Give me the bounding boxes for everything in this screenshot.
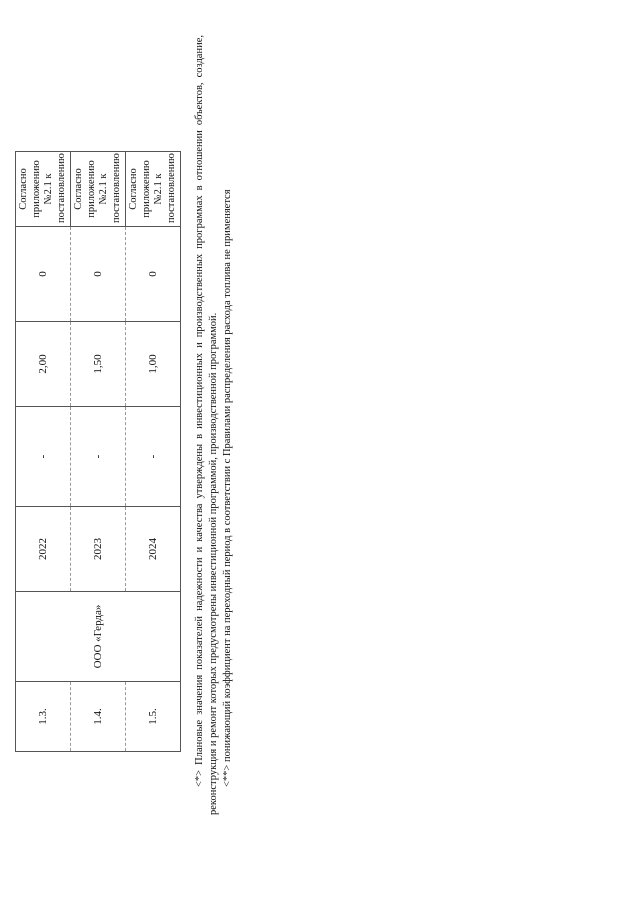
row-number: 1.3. [16, 682, 71, 752]
table-row [16, 152, 71, 752]
footnotes [193, 35, 235, 815]
value-cell: 1,50 [71, 322, 126, 407]
value-cell: 2,00 [16, 322, 71, 407]
organization-name: ООО «Герда» [16, 592, 181, 682]
footnote-2: <**> понижающий коэффициент на переходный период в соответствии с Правилами распределения расхода топлива не применяется [222, 189, 233, 787]
value-cell: - [71, 407, 126, 507]
value-cell: 0 [71, 227, 126, 322]
basis-cell: Согласно приложению №2.1 к постановлению [16, 152, 71, 227]
value-cell: - [16, 407, 71, 507]
year-cell: 2023 [71, 507, 126, 592]
value-cell: - [126, 407, 181, 507]
footnote-1: <*> Плановые значения показателей надежности и качества утверждены в инвестиционных и производственных программах в отношении объектов, создание, реконструкция и ремонт которых предусмотрены инвестиционной программой, производственной программой. [194, 35, 219, 815]
basis-cell: Согласно приложению №2.1 к постановлению [71, 152, 126, 227]
year-cell: 2022 [16, 507, 71, 592]
value-cell: 0 [16, 227, 71, 322]
indicators-table [15, 151, 181, 752]
year-cell: 2024 [126, 507, 181, 592]
row-number: 1.5. [126, 682, 181, 752]
row-number: 1.4. [71, 682, 126, 752]
value-cell: 0 [126, 227, 181, 322]
basis-cell: Согласно приложению №2.1 к постановлению [126, 152, 181, 227]
value-cell: 1,00 [126, 322, 181, 407]
